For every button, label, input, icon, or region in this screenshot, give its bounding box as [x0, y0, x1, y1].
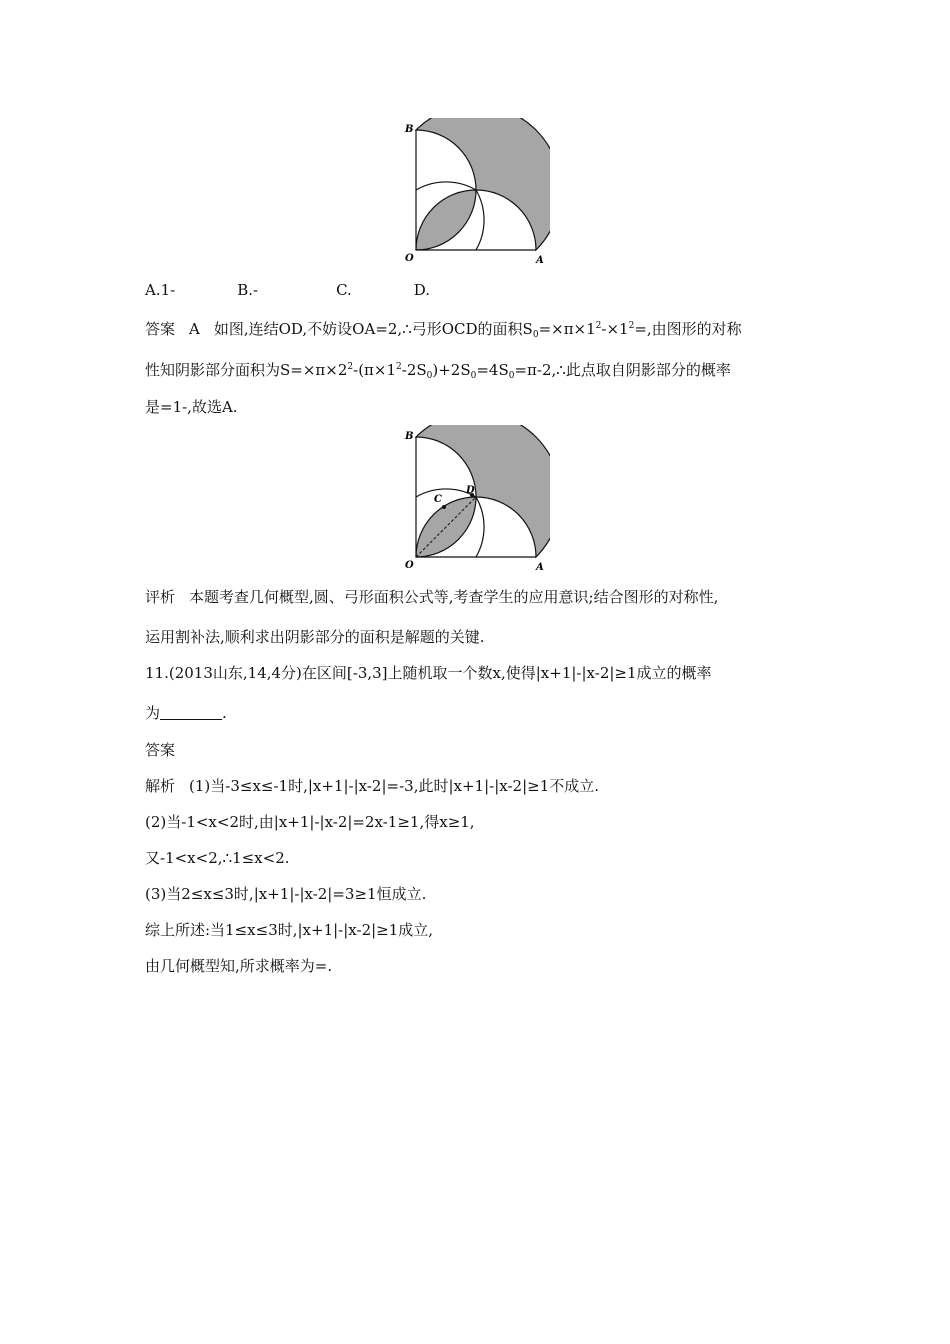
answer10-line1: 答案 A 如图,连结OD,不妨设OA=2,∴弓形OCD的面积$S_0=\times\pi\times 1^2-\times 1^2=$,由图形的对称: [145, 320, 742, 340]
figure-quarter-circle-1: [400, 118, 550, 268]
option-a: A.1-: [145, 281, 176, 299]
analysis-line2: (2)当-1<x<2时,由|x+1|-|x-2|=2x-1≥1,得x≥1,: [145, 813, 475, 831]
figure-quarter-circle-2: [400, 425, 550, 575]
label-b: B: [405, 431, 414, 442]
label-o: O: [405, 253, 414, 264]
answer-blank: [160, 705, 222, 720]
option-d: D.: [413, 281, 431, 299]
label-o: O: [405, 560, 414, 571]
inner-arc-upper: [416, 182, 476, 190]
options-row: [145, 280, 430, 300]
inner-arc-right: [476, 190, 484, 250]
label-a: A: [536, 255, 544, 266]
label-c: C: [434, 494, 442, 505]
label-b: B: [405, 124, 414, 135]
comment-line2: 运用割补法,顺利求出阴影部分的面积是解题的关键.: [145, 628, 485, 646]
q11-line2: 为 .: [145, 704, 227, 722]
point-c: [442, 505, 446, 509]
label-a: A: [536, 562, 544, 573]
shaded-lens-lower: [416, 190, 476, 250]
inner-arc-right: [476, 497, 484, 557]
answer10-line2: 性知阴影部分面积为$S=\times\pi\times 2^2-(\pi\times 1^2-2S_0)+2S_0=4S_0=\pi-2,\therefore$此点取自阴影部分的概率: [145, 361, 731, 381]
q11-line1: 11.(2013山东,14,4分)在区间[-3,3]上随机取一个数x,使得|x+1|-|x-2|≥1成立的概率: [145, 664, 712, 682]
analysis-line5: 综上所述:当1≤x≤3时,|x+1|-|x-2|≥1成立,: [145, 921, 434, 939]
analysis-line1: 解析 (1)当-3≤x≤-1时,|x+1|-|x-2|=-3,此时|x+1|-|x-2|≥1不成立.: [145, 777, 600, 795]
label-d: D: [466, 485, 475, 496]
option-c: C.: [336, 281, 352, 299]
option-b: B.-: [237, 281, 259, 299]
analysis-line6: 由几何概型知,所求概率为=.: [145, 957, 333, 975]
answer10-line3: 是=1-,故选A.: [145, 398, 238, 416]
analysis-line3: 又-1<x<2,∴1≤x<2.: [145, 849, 290, 867]
answer11-head: 答案: [145, 741, 176, 759]
analysis-line4: (3)当2≤x≤3时,|x+1|-|x-2|=3≥1恒成立.: [145, 885, 427, 903]
comment-line1: 评析 本题考查几何概型,圆、弓形面积公式等,考查学生的应用意识;结合图形的对称性,: [145, 588, 719, 606]
